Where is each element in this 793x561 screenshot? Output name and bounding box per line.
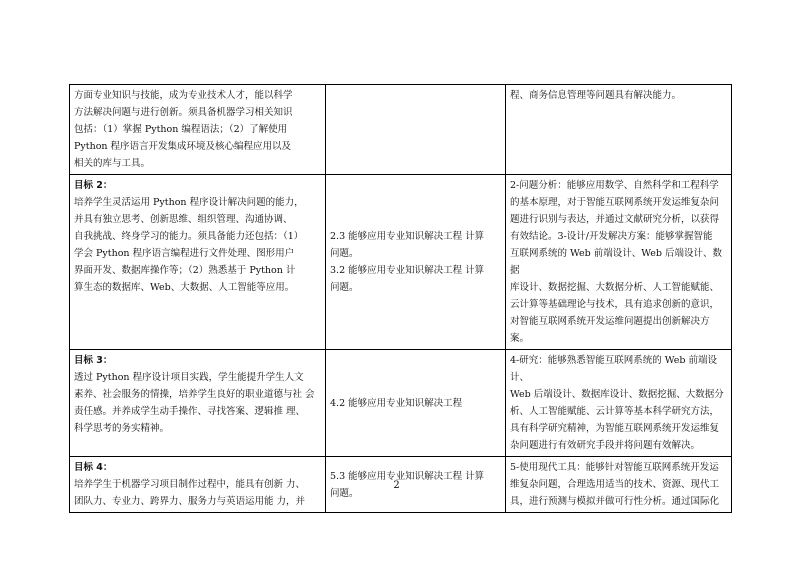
requirement-text-line: 库设计、数据挖掘、大数据分析、人工智能赋能、 bbox=[510, 282, 720, 293]
goal-cell bbox=[70, 85, 326, 175]
goal-cell bbox=[70, 350, 326, 457]
requirement-text-line: 对智能互联网系统开发运维问题提出创新解决方 bbox=[510, 316, 710, 327]
goal-cell bbox=[70, 175, 326, 350]
goal-text-line: 自我挑战、终身学习的能力。须具备能力还包括：（1） bbox=[74, 231, 304, 242]
indicator-text-line: 问题。 bbox=[330, 248, 359, 259]
requirement-text-line: 有效结论。3-设计/开发解决方案：能够掌握智能 bbox=[510, 231, 713, 242]
goal-text-line: 并具有独立思考、创新思维、组织管理、沟通协调、 bbox=[74, 214, 293, 225]
requirement-text-line: 云计算等基础理论与技术，具有追求创新的意识， bbox=[510, 299, 720, 310]
goal-text-line: 方面专业知识与技能，成为专业技术人才，能以科学 bbox=[74, 90, 293, 101]
goal-text-line: 责任感。并养成学生动手操作、寻找答案、逻辑推 理、 bbox=[74, 406, 306, 417]
indicator-text-line: 5.3 能够应用专业知识解决工程 计算 bbox=[330, 470, 485, 482]
requirement-text-line: 2-问题分析：能够应用数学、自然科学和工程科学 bbox=[510, 180, 719, 191]
goal-text-line: 方法解决问题与进行创新。须具备机器学习相关知识 bbox=[74, 107, 293, 118]
goal-text-line: Python 程序语言开发集成环境及核心编程应用以及 bbox=[74, 141, 292, 152]
goal-text-line: 相关的库与工具。 bbox=[74, 158, 151, 169]
requirement-text-line: 5-使用现代工具：能够针对智能互联网系统开发运 bbox=[510, 462, 719, 473]
goal-title: 目标 2： bbox=[74, 180, 113, 191]
requirement-text-line: 题进行识别与表达，并通过文献研究分析，以获得 bbox=[510, 214, 720, 225]
requirement-text-line: 维复杂问题，合理选用适当的技术、资源、现代工 bbox=[510, 479, 720, 490]
goal-text-line: 培养学生灵活运用 Python 程序设计解决问题的能力， bbox=[74, 197, 304, 208]
goal-text-line: 界面开发、数据库操作等；（2）熟悉基于 Python 计 bbox=[74, 265, 296, 276]
indicator-text-line: 3.2 能够应用专业知识解决工程 计算 bbox=[330, 265, 485, 276]
requirement-text-line: 4-研究：能够熟悉智能互联网系统的 Web 前端设计、 bbox=[510, 355, 717, 383]
indicator-text-line: 问题。 bbox=[330, 282, 359, 293]
goal-text-line: 科学思考的务实精神。 bbox=[74, 423, 170, 434]
requirement-text-line: 析、人工智能赋能、云计算等基本科学研究方法， bbox=[510, 406, 720, 417]
table-row-goal-3 bbox=[70, 350, 732, 457]
requirement-text-line: Web 后端设计、数据库设计、数据挖掘、大数据分 bbox=[510, 389, 724, 400]
goal-title: 目标 4： bbox=[74, 462, 113, 473]
goal-text-line: 培养学生于机器学习项目制作过程中，能具有创新 力、 bbox=[74, 479, 306, 490]
goal-text-line: 素养、社会服务的情操，培养学生良好的职业道德与社 会 bbox=[74, 389, 315, 400]
requirement-cell bbox=[506, 350, 732, 457]
table-row-goal-2 bbox=[70, 175, 732, 350]
requirement-text-line: 互联网系统的 Web 前端设计、Web 后端设计、数据 bbox=[510, 248, 722, 276]
goal-text-line: 算生态的数据库、Web、大数据、人工智能等应用。 bbox=[74, 282, 295, 293]
requirement-text-line: 程、商务信息管理等问题具有解决能力。 bbox=[510, 90, 682, 101]
goal-title: 目标 3： bbox=[74, 355, 113, 366]
indicator-cell bbox=[326, 175, 506, 350]
requirement-text-line: 案。 bbox=[510, 333, 530, 344]
indicator-text-line: 4.2 能够应用专业知识解决工程 bbox=[330, 397, 463, 409]
requirement-cell bbox=[506, 85, 732, 175]
goal-text-line: 团队力、专业力、跨界力、服务力与英语运用能 力，并 bbox=[74, 496, 306, 507]
indicator-cell bbox=[326, 85, 506, 175]
indicator-text-line: 问题。 bbox=[330, 487, 359, 499]
course-objectives-table bbox=[69, 84, 732, 513]
indicator-cell bbox=[326, 350, 506, 457]
indicator-text-line: 2.3 能够应用专业知识解决工程 计算 bbox=[330, 231, 485, 242]
goal-text-line: 学会 Python 程序语言编程进行文件处理、图形用户 bbox=[74, 248, 295, 259]
requirement-cell bbox=[506, 175, 732, 350]
requirement-text-line: 具，进行预测与模拟并做可行性分析。通过国际化 bbox=[510, 496, 720, 507]
table-row-goal-1-continued bbox=[70, 85, 732, 175]
requirement-text-line: 杂问题进行有效研究手段并将问题有效解决。 bbox=[510, 440, 701, 451]
requirement-text-line: 具有科学研究精神，为智能互联网系统开发运维复 bbox=[510, 423, 720, 434]
goal-text-line: 透过 Python 程序设计项目实践，学生能提升学生人文 bbox=[74, 372, 304, 383]
page-number: 2 bbox=[393, 480, 400, 491]
requirement-text-line: 的基本原理，对于智能互联网系统开发运维复杂问 bbox=[510, 197, 720, 208]
goal-text-line: 包括：（1）掌握 Python 编程语法；（2）了解使用 bbox=[74, 124, 288, 135]
